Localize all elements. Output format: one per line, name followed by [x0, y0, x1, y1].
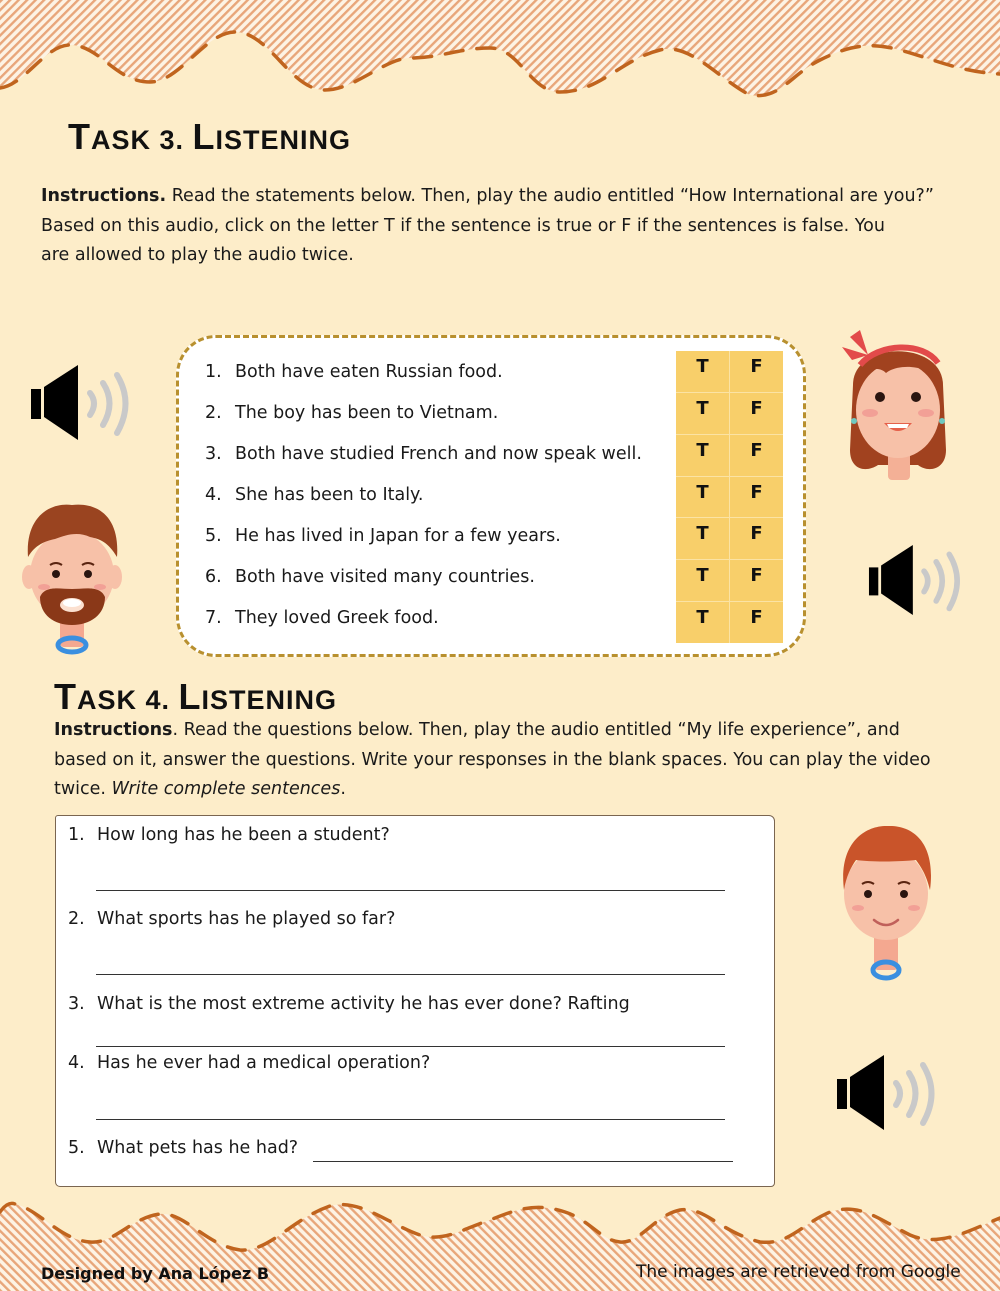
top-wave-border [0, 0, 1000, 110]
question-4: 4. Has he ever had a medical operation? [68, 1053, 431, 1073]
false-button-4[interactable]: F [730, 477, 783, 518]
answer-input-2[interactable] [96, 948, 725, 975]
false-button-6[interactable]: F [730, 560, 783, 601]
true-button-6[interactable]: T [676, 560, 729, 601]
question-1: 1. How long has he been a student? [68, 825, 390, 845]
question-5: 5. What pets has he had? [68, 1138, 299, 1158]
task3-title: TASK 3. LISTENING [68, 116, 352, 157]
answer-input-3[interactable] [96, 1020, 725, 1047]
false-button-2[interactable]: F [730, 393, 783, 434]
true-button-7[interactable]: T [676, 602, 729, 643]
statement-4: 4. She has been to Italy. [205, 485, 424, 505]
false-button-7[interactable]: F [730, 602, 783, 643]
statement-3: 3. Both have studied French and now speak well. [205, 444, 642, 464]
question-2: 2. What sports has he played so far? [68, 909, 396, 929]
speaker-icon[interactable] [28, 365, 138, 440]
answer-input-4[interactable] [96, 1093, 725, 1120]
designer-credit: Designed by Ana López B [41, 1264, 270, 1283]
false-button-1[interactable]: F [730, 351, 783, 392]
bearded-man-face [20, 497, 125, 659]
true-false-grid [676, 351, 783, 643]
statement-5: 5. He has lived in Japan for a few years. [205, 526, 561, 546]
statement-1: 1. Both have eaten Russian food. [205, 362, 503, 382]
answer-input-5[interactable] [313, 1135, 733, 1162]
statement-6: 6. Both have visited many countries. [205, 567, 535, 587]
true-button-2[interactable]: T [676, 393, 729, 434]
statement-2: 2. The boy has been to Vietnam. [205, 403, 499, 423]
task3-instructions: Instructions. Read the statements below. Then, play the audio entitled “How International are you?” Based on this audio, click on the letter T if the sentence is true or F if the sentences is false. You are allowed to play the audio twice. [41, 186, 934, 265]
girl-face [838, 325, 958, 485]
false-button-5[interactable]: F [730, 518, 783, 559]
boy-face [836, 822, 936, 984]
true-button-5[interactable]: T [676, 518, 729, 559]
answer-input-1[interactable] [96, 864, 725, 891]
true-button-3[interactable]: T [676, 435, 729, 476]
images-credit: The images are retrieved from Google [636, 1262, 961, 1282]
speaker-icon[interactable] [865, 545, 970, 615]
true-button-1[interactable]: T [676, 351, 729, 392]
task4-title: TASK 4. LISTENING [54, 676, 338, 717]
true-button-4[interactable]: T [676, 477, 729, 518]
task4-instructions: Instructions. Read the questions below. Then, play the audio entitled “My life experience”, and based on it, answer the questions. Write your responses in the blank spaces. You can play the video twice. Write complete sentences. [54, 720, 931, 799]
question-3: 3. What is the most extreme activity he has ever done? Rafting [68, 994, 630, 1014]
statement-7: 7. They loved Greek food. [205, 608, 439, 628]
false-button-3[interactable]: F [730, 435, 783, 476]
speaker-icon[interactable] [834, 1055, 944, 1130]
